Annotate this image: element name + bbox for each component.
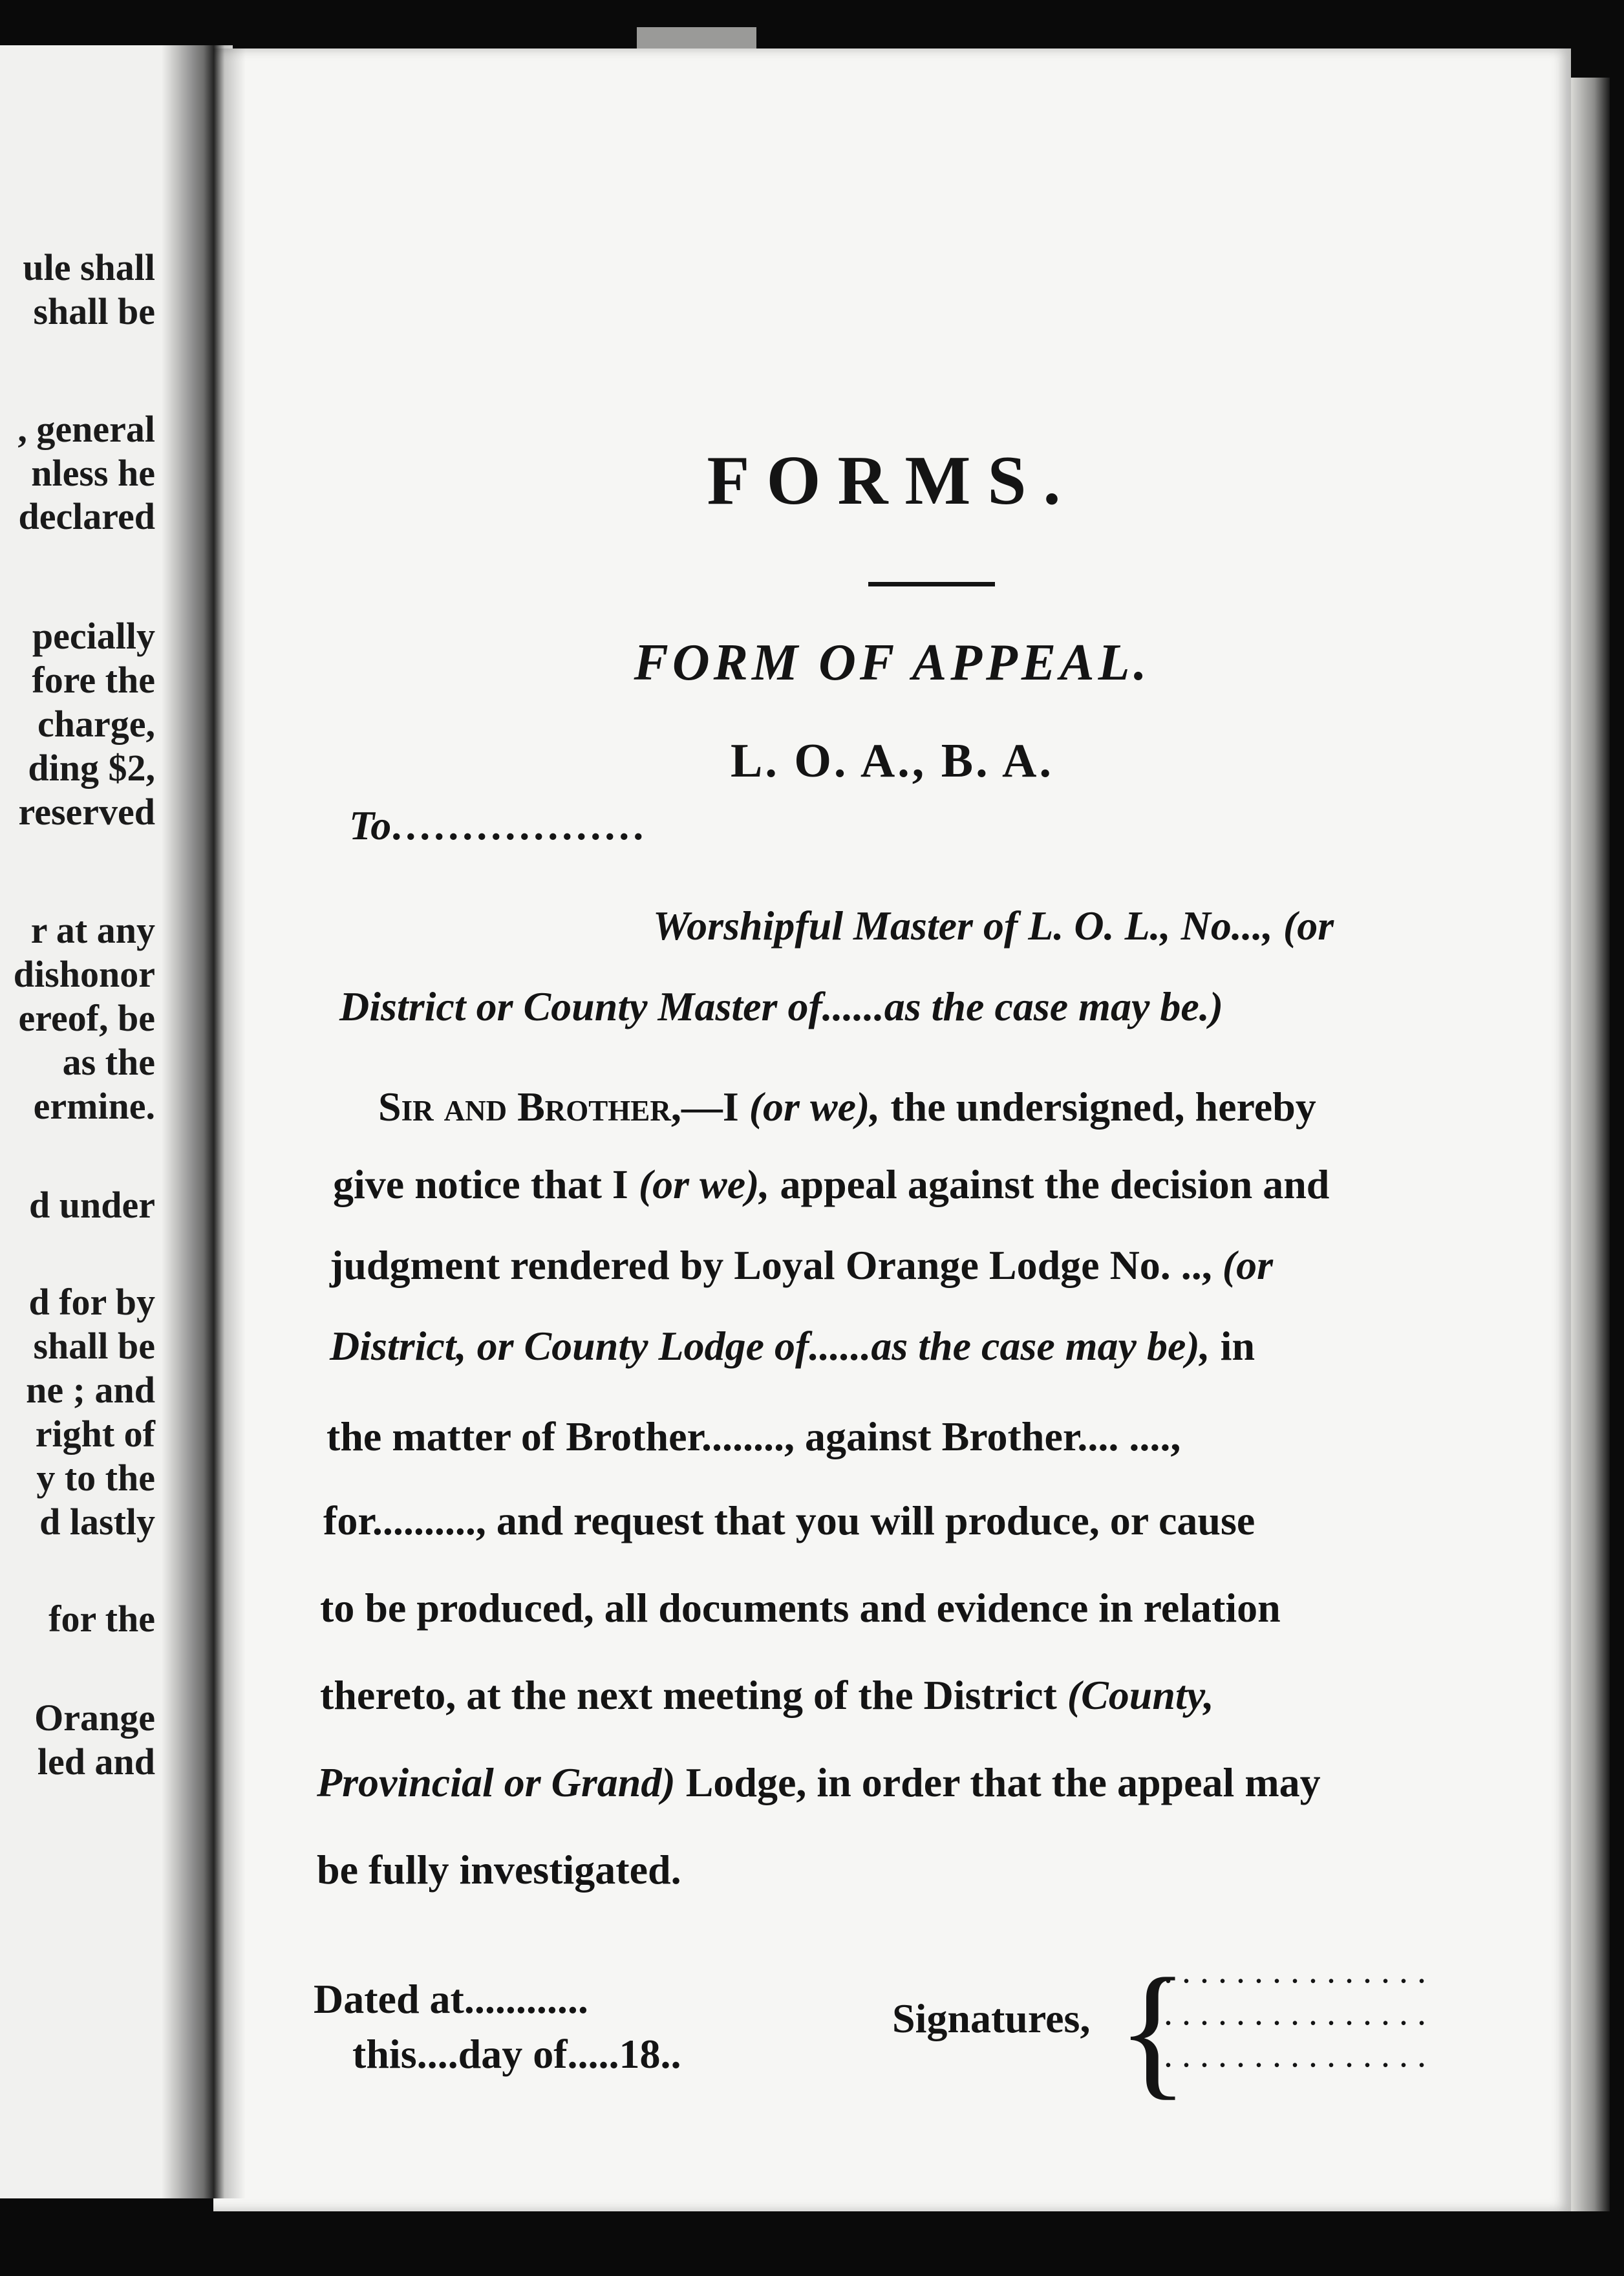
left-fragment: shall be	[33, 1325, 155, 1367]
left-fragment: , general	[17, 408, 155, 450]
signature-blank-1: ...............	[1164, 1951, 1435, 1991]
left-fragment: charge,	[37, 703, 155, 745]
left-fragment: for the	[48, 1598, 155, 1640]
addressee-line-2: District or County Master of......as the case may be.)	[339, 983, 1224, 1029]
left-fragment: declared	[18, 495, 155, 537]
page-title: FORMS.	[707, 442, 1078, 519]
body-text-italic: District, or County Lodge of......as the case may be),	[330, 1323, 1210, 1369]
signature-blank-3: ...............	[1164, 2035, 1435, 2075]
body-text: appeal against the decision and	[769, 1161, 1330, 1207]
left-fragment: right of	[35, 1413, 155, 1455]
body-text-italic: (or we),	[749, 1084, 881, 1130]
body-text: the undersigned, hereby	[880, 1084, 1316, 1130]
signature-blank-2: ...............	[1164, 1993, 1435, 2033]
body-line-10: be fully investigated.	[317, 1847, 681, 1893]
left-fragment: d lastly	[39, 1501, 155, 1543]
date-line: this....day of.....18..	[352, 2031, 681, 2077]
title-divider	[868, 582, 995, 586]
body-line-1	[378, 1086, 1316, 1128]
body-text-italic: (County,	[1067, 1672, 1214, 1718]
addressee-line-1: Worshipful Master of L. O. L., No..., (or	[653, 903, 1334, 949]
left-fragment: ding $2,	[28, 747, 155, 789]
left-fragment: ereof, be	[18, 997, 155, 1039]
left-fragment: as the	[62, 1041, 155, 1083]
left-fragment: d for by	[28, 1281, 155, 1323]
body-line-8	[320, 1672, 1214, 1718]
body-text-italic: Provincial or Grand)	[317, 1759, 676, 1805]
body-line-9	[317, 1759, 1321, 1805]
body-line-2	[333, 1161, 1330, 1207]
body-text: in	[1210, 1323, 1255, 1369]
book-gutter	[162, 45, 246, 2198]
left-fragment: fore the	[32, 659, 155, 701]
salutation: Sir and Brother,	[378, 1084, 681, 1130]
left-fragment: shall be	[33, 290, 155, 332]
organization-line: L. O. A., B. A.	[731, 735, 1054, 788]
left-fragment: d under	[28, 1184, 155, 1226]
body-text-italic: (or we),	[638, 1161, 770, 1207]
to-label: To	[349, 802, 392, 848]
body-text: —I	[681, 1084, 749, 1130]
body-text: thereto, at the next meeting of the District	[320, 1672, 1067, 1718]
body-line-6: for.........., and request that you will produce, or cause	[323, 1498, 1255, 1543]
to-line	[349, 802, 648, 848]
body-text: give notice that I	[333, 1161, 639, 1207]
to-blank: ..................	[391, 802, 648, 848]
left-fragment: led and	[37, 1741, 155, 1783]
page-edge	[1571, 78, 1610, 2211]
left-fragment: ule shall	[23, 246, 155, 288]
body-text: Lodge, in order that the appeal may	[675, 1759, 1321, 1805]
body-line-5: the matter of Brother........, against Brother.... ....,	[326, 1413, 1181, 1459]
left-fragment: pecially	[32, 615, 155, 657]
left-fragment: r at any	[30, 909, 155, 951]
left-fragment: y to the	[36, 1457, 155, 1499]
dated-at-line: Dated at............	[314, 1976, 588, 2022]
left-fragment: dishonor	[13, 953, 155, 995]
left-fragment: reserved	[18, 791, 155, 833]
signature-brace: {	[1117, 1948, 1189, 2112]
body-line-3	[330, 1242, 1273, 1288]
left-fragment: Orange	[34, 1697, 155, 1739]
body-text: judgment rendered by Loyal Orange Lodge No. ..,	[330, 1242, 1223, 1288]
left-fragment: ermine.	[33, 1085, 155, 1127]
body-text-italic: (or	[1222, 1242, 1273, 1288]
signatures-label: Signatures,	[892, 1995, 1091, 2041]
body-line-7: to be produced, all documents and evidence in relation	[320, 1585, 1281, 1631]
left-fragment: nless he	[31, 452, 155, 494]
body-line-4	[330, 1323, 1255, 1369]
form-heading: FORM OF APPEAL.	[634, 634, 1151, 691]
left-fragment: ne ; and	[26, 1369, 155, 1411]
